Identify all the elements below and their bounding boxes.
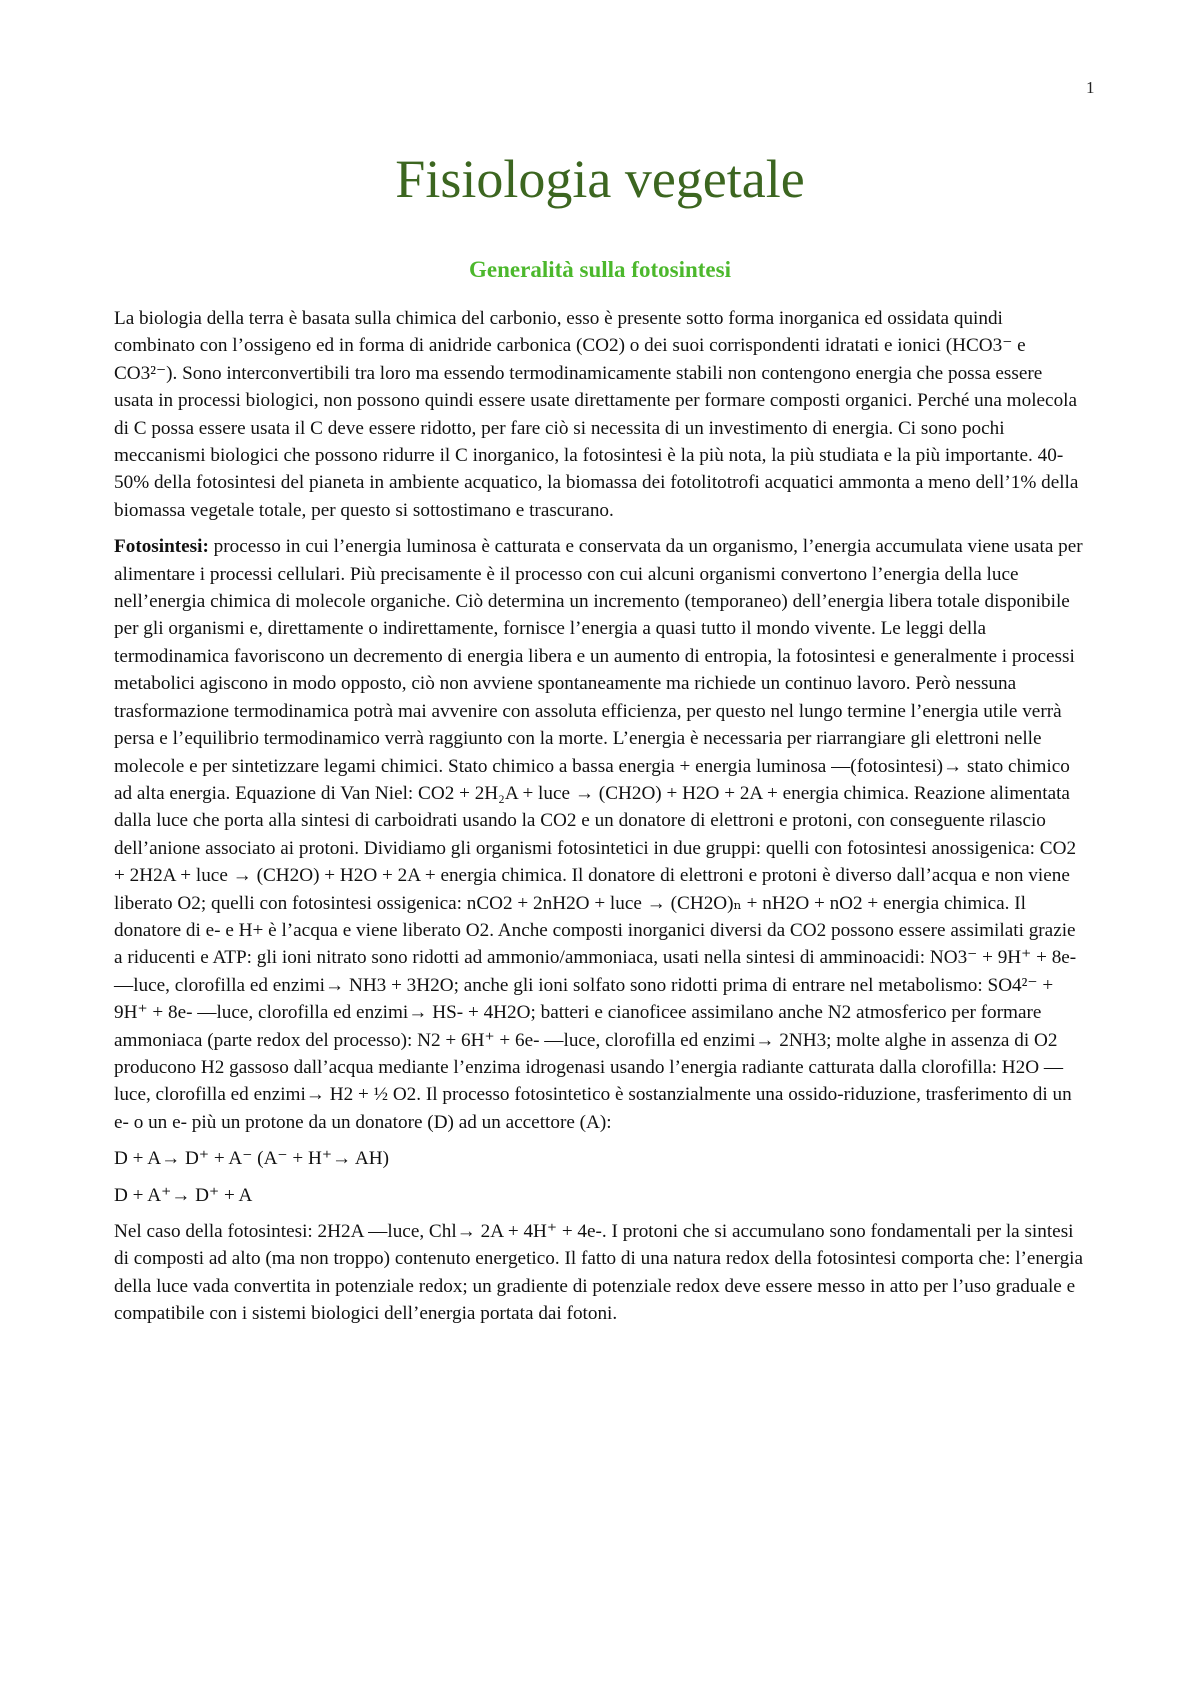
equation-1: D + A→ D⁺ + A⁻ (A⁻ + H⁺→ AH) [114, 1148, 389, 1170]
paragraph-redox: Nel caso della fotosintesi: 2H2A —luce, Chl→ 2A + 4H⁺ + 4e-. I protoni che si accumulano sono fondamentali per la sintesi di composti ad alto (ma non troppo) contenuto energetico. Il fatto di una natura redox della fotosintesi comporta che: l’energia della luce vada convertita in potenziale redox; un gradiente di potenziale redox deve essere messo in atto per l’uso graduale e compatibile con i sistemi biologici dell’energia portata dai fotoni. [114, 1221, 1084, 1325]
paragraph-intro: La biologia della terra è basata sulla chimica del carbonio, esso è presente sotto forma inorganica ed ossidata quindi combinato con l’ossigeno ed in forma di anidride carbonica (CO2) o dei suoi corrispondenti idratati e ionici (HCO3⁻ e CO3²⁻). Sono interconvertibili tra loro ma essendo termodinamicamente stabili non contengono energia che possa essere usata in processi biologici, non possono quindi essere usate direttamente per formare composti organici. Perché una molecola di C possa essere usata il C deve essere ridotto, per fare ciò si necessita di un investimento di energia. Ci sono pochi meccanismi biologici che possono ridurre il C inorganico, la fotosintesi è la più nota, la più studiata e la più importante. 40-50% della fotosintesi del pianeta in ambiente acquatico, la biomassa dei fotolitotrofi acquatici ammonta a meno dell’1% della biomassa vegetale totale, per questo si sottostimano e trascurano. [114, 308, 1079, 521]
document-title: Fisiologia vegetale [395, 149, 805, 209]
body-text [114, 305, 1086, 1337]
equation-2: D + A⁺→ D⁺ + A [114, 1184, 253, 1206]
term-label: Fotosintesi: [114, 536, 209, 558]
paragraph-fotosintesi [114, 533, 1086, 1136]
page-number: 1 [1086, 78, 1095, 97]
section-heading: Generalità sulla fotosintesi [469, 257, 731, 282]
paragraph-fotosintesi-text: processo in cui l’energia luminosa è catturata e conservata da un organismo, l’energia accumulata viene usata per alimentare i processi cellulari. Più precisamente è il processo con cui alcuni organismi convertono l’energia della luce nell’energia chimica di molecole organiche. Ciò determina un incremento (temporaneo) dell’energia libera totale disponibile per gli organismi e, direttamente o indirettamente, fornisce l’energia a quasi tutto il mondo vivente. Le leggi della termodinamica favoriscono un decremento di energia libera e un aumento di entropia, la fotosintesi e generalmente i processi metabolici agiscono in modo opposto, ciò non avviene spontaneamente ma richiede un continuo lavoro. Però nessuna trasformazione termodinamica potrà mai avvenire con assoluta efficienza, per questo nel lungo termine l’energia utile verrà persa e l’equilibrio termodinamico verrà raggiunto con la morte. L’energia è necessaria per riarrangiare gli elettroni nelle molecole e per sintetizzare legami chimici. Stato chimico a bassa energia + energia luminosa —(fotosintesi)→ stato chimico ad alta energia. Equazione di Van Niel: CO2 + 2H₂A + luce → (CH2O) + H2O + 2A + energia chimica. Reazione alimentata dalla luce che porta alla sintesi di carboidrati usando la CO2 e un donatore di elettroni e protoni, con conseguente rilascio dell’anione associato ai protoni. Dividiamo gli organismi fotosintetici in due gruppi: quelli con fotosintesi anossigenica: CO2 + 2H2A + luce → (CH2O) + H2O + 2A + energia chimica. Il donatore di elettroni e protoni è diverso dall’acqua e non viene liberato O2; quelli con fotosintesi ossigenica: nCO2 + 2nH2O + luce → (CH2O)ₙ + nH2O + nO2 + energia chimica. Il donatore di e- e H+ è l’acqua e viene liberato O2. Anche composti inorganici diversi da CO2 possono essere assimilati grazie a riducenti e ATP: gli ioni nitrato sono ridotti ad ammonio/ammoniaca, usati nella sintesi di amminoacidi: NO3⁻ + 9H⁺ + 8e- —luce, clorofilla ed enzimi→ NH3 + 3H2O; anche gli ioni solfato sono ridotti prima di entrare nel metabolismo: SO4²⁻ + 9H⁺ + 8e- —luce, clorofilla ed enzimi→ HS- + 4H2O; batteri e cianoficee assimilano anche N2 atmosferico per formare ammoniaca (parte redox del processo): N2 + 6H⁺ + 6e- —luce, clorofilla ed enzimi→ 2NH3; molte alghe in assenza di O2 producono H2 gassoso dall’acqua mediante l’enzima idrogenasi usando l’energia radiante catturata dalla clorofilla: H2O —luce, clorofilla ed enzimi→ H2 + ½ O2. Il processo fotosintetico è sostanzialmente una ossido-riduzione, trasferimento di un e- o un e- più un protone da un donatore (D) ad un accettore (A): [114, 536, 1083, 1133]
